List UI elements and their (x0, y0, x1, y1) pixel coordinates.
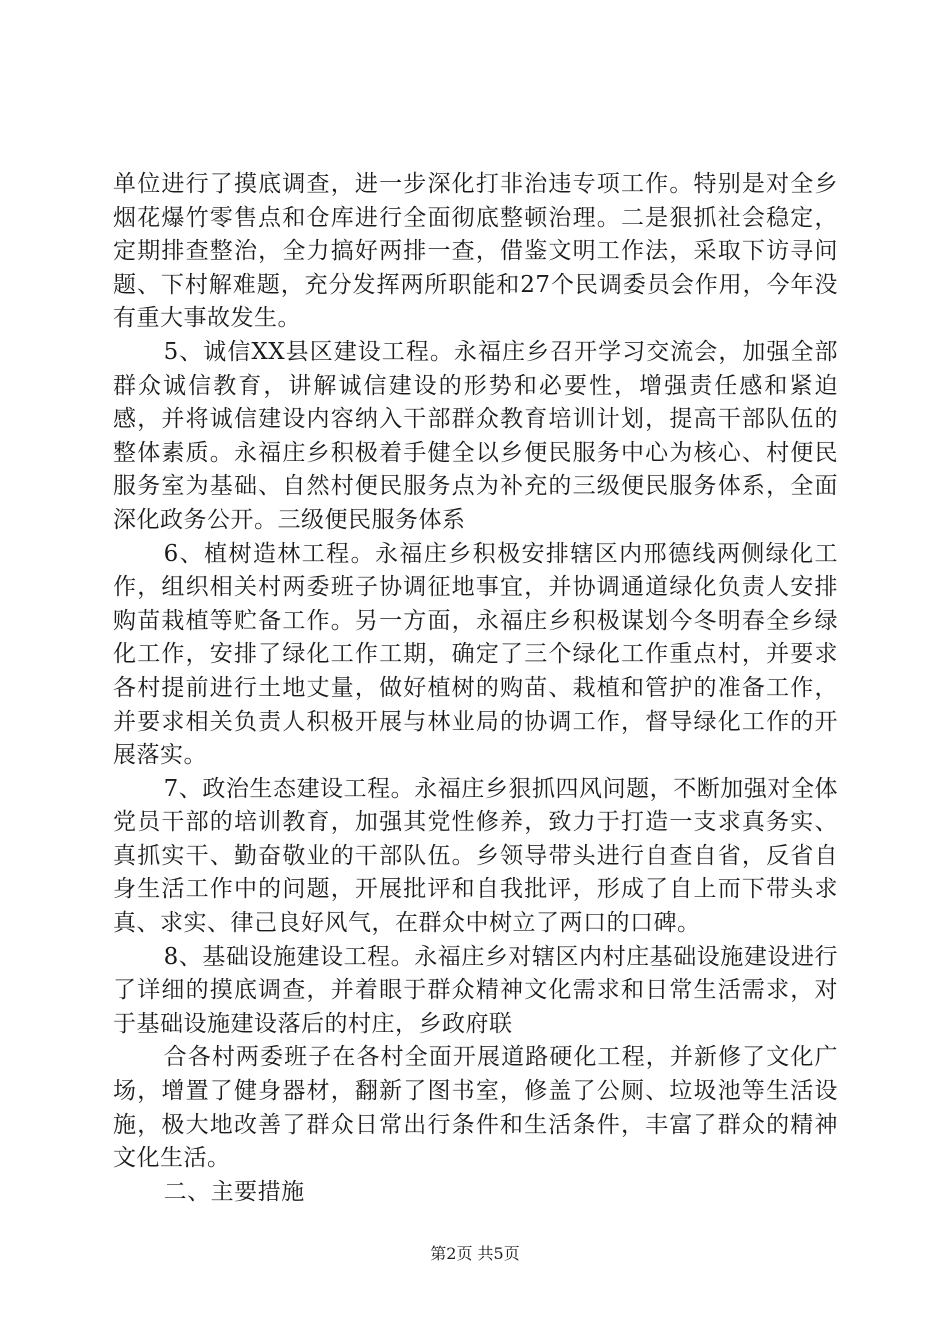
paragraph-item-5: 5、诚信XX县区建设工程。永福庄乡召开学习交流会，加强全部群众诚信教育，讲解诚信建设的形势和必要性，增强责任感和紧迫感，并将诚信建设内容纳入干部群众教育培训计划，提高干部队伍的整体素质。永福庄乡积极着手健全以乡便民服务中心为核心、村便民服务室为基础、自然村便民服务点为补充的三级便民服务体系，全面深化政务公开。三级便民服务体系 (113, 338, 838, 533)
paragraph-item-7: 7、政治生态建设工程。永福庄乡狠抓四风问题，不断加强对全体党员干部的培训教育，加强其党性修养，致力于打造一支求真务实、真抓实干、勤奋敬业的干部队伍。乡领导带头进行自查自省，反省自身生活工作中的问题，开展批评和自我批评，形成了自上而下带头求真、求实、律己良好风气，在群众中树立了两口的口碑。 (113, 775, 838, 937)
section-heading-main-measures: 二、主要措施 (163, 1178, 305, 1205)
document-body (113, 168, 838, 1209)
paragraph-item-6: 6、植树造林工程。永福庄乡积极安排辖区内邢德线两侧绿化工作，组织相关村两委班子协调征地事宜，并协调通道绿化负责人安排购苗栽植等贮备工作。另一方面，永福庄乡积极谋划今冬明春全乡绿化工作，安排了绿化工作工期，确定了三个绿化工作重点村，并要求各村提前进行土地丈量，做好植树的购苗、栽植和管护的准备工作，并要求相关负责人积极开展与林业局的协调工作，督导绿化工作的开展落实。 (113, 540, 838, 769)
page-footer: 第2页 共5页 (430, 1244, 520, 1263)
paragraph-item-8: 8、基础设施建设工程。永福庄乡对辖区内村庄基础设施建设进行了详细的摸底调查，并着眼于群众精神文化需求和日常生活需求，对于基础设施建设落后的村庄，乡政府联 (113, 943, 838, 1037)
paragraph-item-8-continued: 合各村两委班子在各村全面开展道路硬化工程，并新修了文化广场，增置了健身器材，翻新了图书室，修盖了公厕、垃圾池等生活设施，极大地改善了群众日常出行条件和生活条件，丰富了群众的精神文化生活。 (113, 1044, 838, 1172)
paragraph-continued: 单位进行了摸底调查，进一步深化打非治违专项工作。特别是对全乡烟花爆竹零售点和仓库进行全面彻底整顿治理。二是狠抓社会稳定，定期排查整治，全力搞好两排一查，借鉴文明工作法，采取下访寻问题、下村解难题，充分发挥两所职能和27个民调委员会作用，今年没有重大事故发生。 (113, 171, 838, 332)
